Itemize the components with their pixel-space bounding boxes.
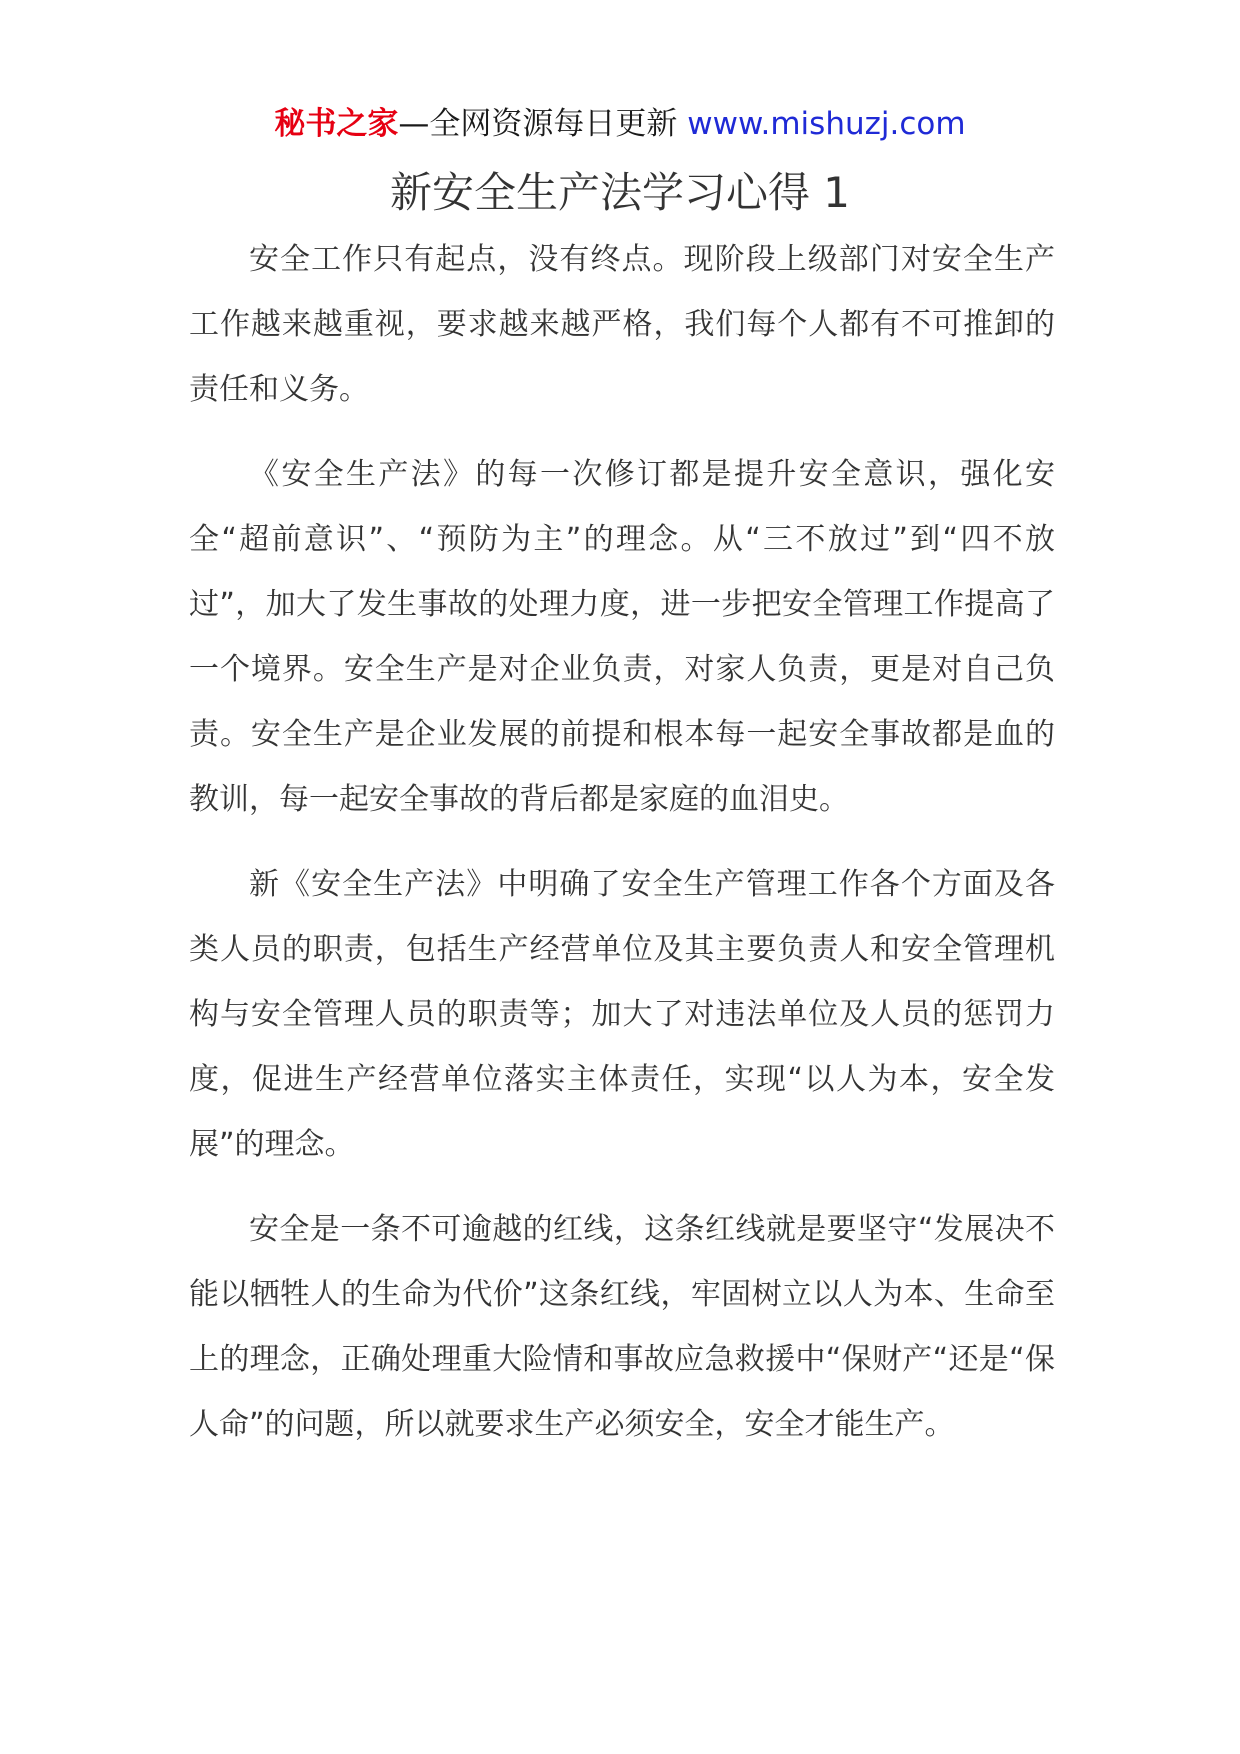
document-title: 新安全生产法学习心得 1	[389, 168, 851, 217]
site-slogan: —全网资源每日更新	[398, 106, 688, 142]
site-url: www.mishuzj.com	[687, 106, 966, 142]
paragraph-3: 新《安全生产法》中明确了安全生产管理工作各个方面及各类人员的职责，包括生产经营单位及其主要负责人和安全管理机构与安全管理人员的职责等；加大了对违法单位及人员的惩罚力度，促进生产经营单位落实主体责任，实现“以人为本，安全发展”的理念。	[189, 867, 1055, 1162]
paragraph-2: 《安全生产法》的每一次修订都是提升安全意识，强化安全“超前意识”、“预防为主”的理念。从“三不放过”到“四不放过”，加大了发生事故的处理力度，进一步把安全管理工作提高了一个境界。安全生产是对企业负责，对家人负责，更是对自己负责。安全生产是企业发展的前提和根本每一起安全事故都是血的教训，每一起安全事故的背后都是家庭的血泪史。	[189, 457, 1055, 817]
paragraph-4: 安全是一条不可逾越的红线，这条红线就是要坚守“发展决不能以牺牲人的生命为代价”这条红线，牢固树立以人为本、生命至上的理念，正确处理重大险情和事故应急救援中“保财产“还是“保人命”的问题，所以就要求生产必须安全，安全才能生产。	[189, 1212, 1055, 1442]
site-header	[0, 98, 1240, 150]
brand-name: 秘书之家	[274, 106, 399, 142]
document-body	[189, 227, 1055, 1477]
paragraph-1: 安全工作只有起点，没有终点。现阶段上级部门对安全生产工作越来越重视，要求越来越严格，我们每个人都有不可推卸的责任和义务。	[189, 242, 1055, 407]
